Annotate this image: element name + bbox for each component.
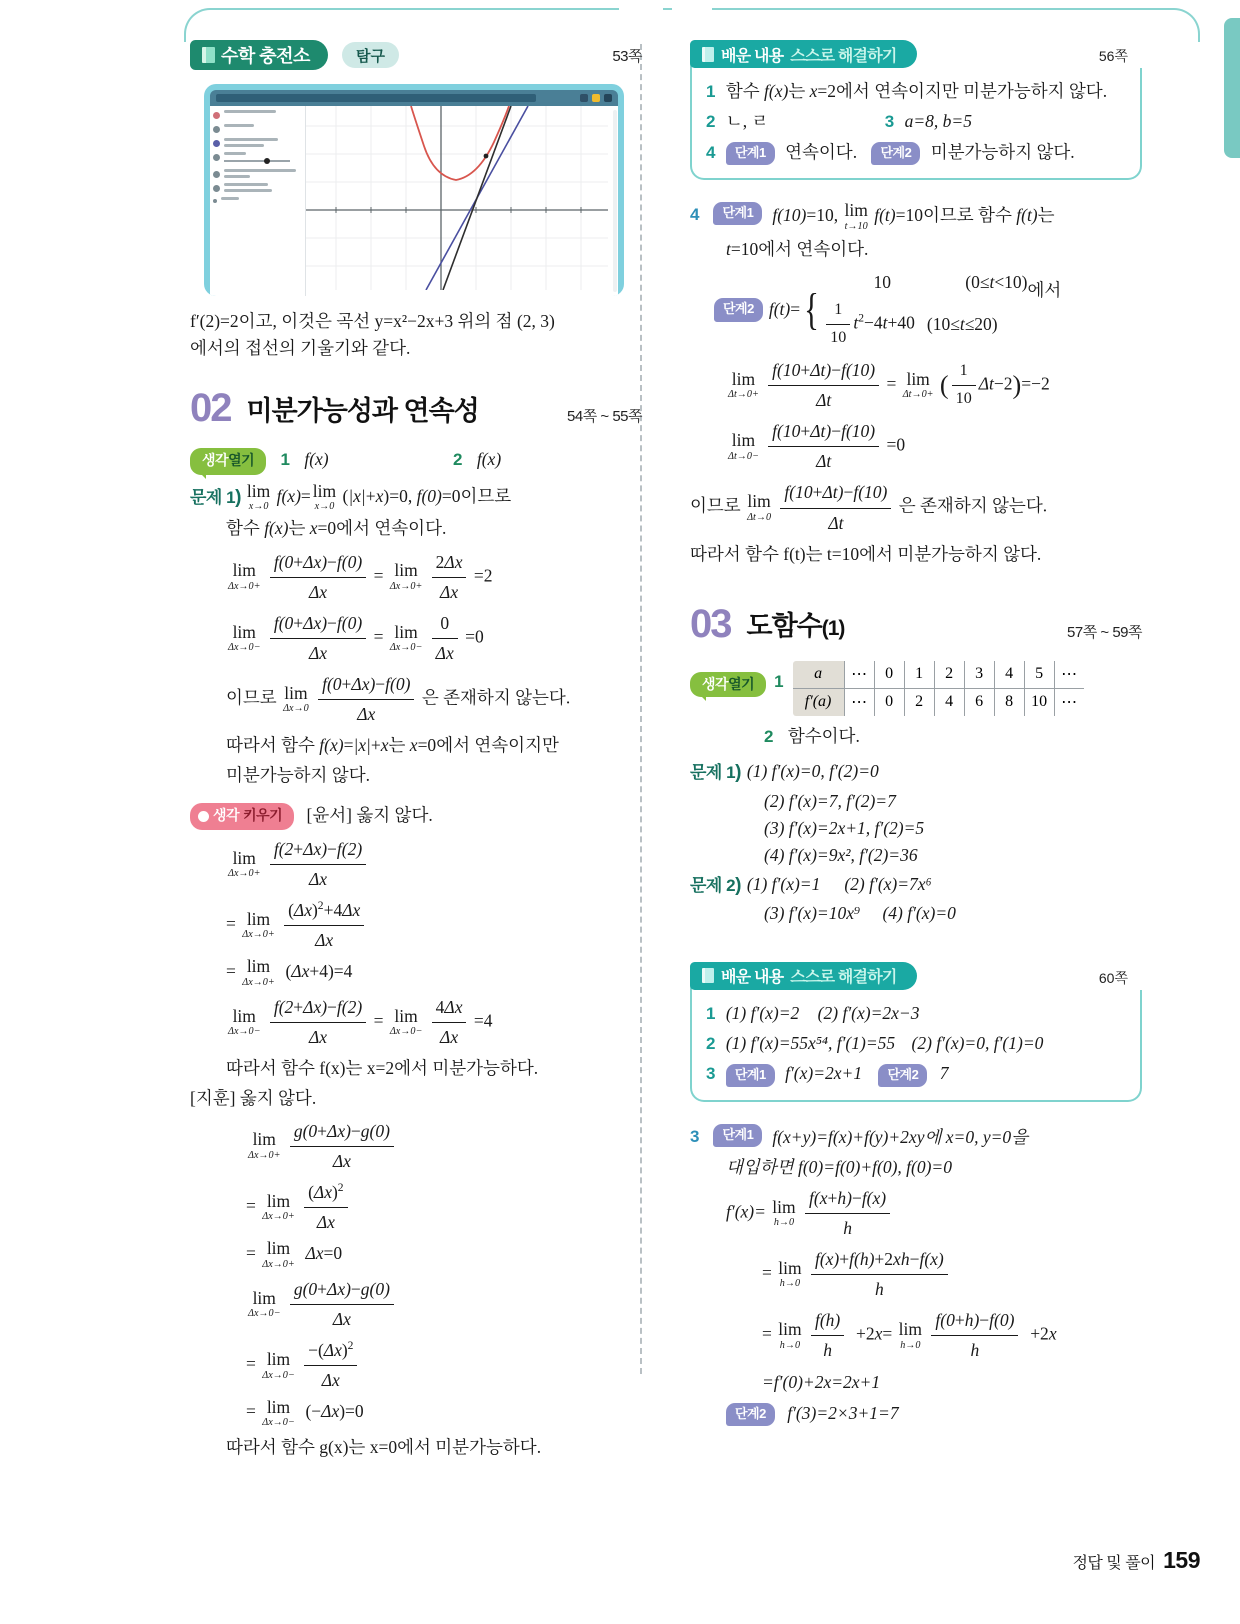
footer-label: 정답 및 풀이 <box>1072 1555 1156 1572</box>
item-text: a=8, b=5 <box>904 111 972 132</box>
expression-item <box>213 138 302 147</box>
item-part-a: (1) f′(x)=55x⁵⁴, f′(1)=55 <box>725 1032 896 1053</box>
expression-text-placeholder <box>224 124 254 127</box>
think-grow-tag-b: 키우기 <box>243 807 283 824</box>
item-text: 함수이다. <box>787 725 860 746</box>
expression-text-placeholder <box>224 183 272 192</box>
problem-1-conclusion-limit: 이므로 lim Δx→0 $\frac{f(0+\Delta x)-f(0)}{\Delta x}$ 은 존재하지 않는다. <box>190 671 642 728</box>
think-open-item-1-answer: f(x) <box>304 449 329 470</box>
item-part-b: (2) f′(x)=2x−3 <box>817 1002 920 1023</box>
window-close-icon <box>604 94 612 102</box>
problem-1-item-2: (2) f′(x)=7, f′(2)=7 <box>764 790 896 811</box>
expression-color-dot <box>213 126 220 133</box>
expression-item <box>213 183 302 192</box>
calculator-graph-canvas <box>306 106 618 296</box>
self-solve-60-item-1 <box>706 1000 1126 1027</box>
step-2-tag: 단계2 <box>726 1403 775 1426</box>
expression-text-placeholder <box>221 197 239 200</box>
problem-1-limit-right: lim Δx→0+ $\frac{f(0+\Delta x)-f(0)}{\Delta x}$ = lim Δx→0+ $\frac{2\Delta x}{\Delta x}$ =2 <box>190 549 642 606</box>
graph-scrollbar[interactable] <box>613 110 617 292</box>
table-row-b <box>792 688 1084 716</box>
self-solve-60-title-b: 스스로 해결하기 <box>790 969 897 987</box>
problem-2-line-2b: (4) f′(x)=0 <box>882 903 956 924</box>
problem-1-line-1: lim x→0 f(x)= lim x→0 (|x|+x)=0, f(0)=0이므로 <box>246 480 512 513</box>
charge-station-explanation <box>190 308 642 362</box>
section-03-problem-1 <box>690 758 1142 869</box>
piecewise-branch-1 <box>823 269 1027 296</box>
derivative-value-table <box>792 660 1085 717</box>
self-solve-60-body <box>690 990 1142 1102</box>
section-03-number: 03 <box>690 601 731 646</box>
chapter-tab <box>1224 18 1240 158</box>
expression-item <box>213 169 302 178</box>
think-open-item-1-number: 1 <box>774 671 784 691</box>
think-open-tag <box>190 448 266 475</box>
solution-4-step1-line1: f(10)=10, lim t→10 f(t)=10이므로 함수 f(t)는 <box>772 200 1055 232</box>
self-solve-60-item-2 <box>706 1030 1126 1057</box>
step-2-tag: 단계2 <box>871 142 920 165</box>
think-grow-tag <box>190 803 294 830</box>
step-2-text: 미분가능하지 않다. <box>930 141 1075 162</box>
expression-color-dot <box>213 112 220 119</box>
section-03-problem-2 <box>690 871 1142 928</box>
explanation-line-2: 에서의 접선의 기울기와 같다. <box>190 338 411 359</box>
section-03-page-ref: 57쪽 ~ 59쪽 <box>1067 623 1142 641</box>
self-solve-60-header <box>690 962 1142 992</box>
branch-2-value: $\frac{1}{10}$ $t^2-4t+40$ <box>823 298 915 351</box>
self-solve-56-body <box>690 68 1142 180</box>
step-2-tag: 단계2 <box>878 1064 927 1087</box>
solution-4-piecewise <box>690 269 1142 351</box>
problem-label: 문제 1) <box>190 486 241 508</box>
section-02-think-open <box>190 446 642 474</box>
item-number: 2 <box>706 1033 716 1053</box>
solution-3-line-3: f′(x)= lim h→0 $\frac{f(x+h)-f(x)}{h}$ <box>690 1185 1142 1242</box>
piecewise-suffix: 에서 <box>1027 279 1062 300</box>
expression-color-dot <box>213 185 220 192</box>
table-cell: 3 <box>964 660 994 688</box>
think-open-tag-b: 열기 <box>228 451 255 468</box>
piecewise-lhs: f(t)= <box>768 299 801 320</box>
problem-label: 문제 2) <box>690 875 741 896</box>
self-solve-56-title-b: 스스로 해결하기 <box>790 47 897 65</box>
footer-page-number: 159 <box>1163 1547 1200 1573</box>
solution-4-step1-line2: t=10에서 연속이다. <box>726 238 869 259</box>
self-solve-56-header <box>690 40 1142 70</box>
solution-3-step-2 <box>690 1400 1142 1427</box>
table-cell: 1 <box>904 660 934 688</box>
solution-3-line-1: f(x+y)=f(x)+f(y)+2xy에 x=0, y=0을 <box>772 1126 1029 1147</box>
branch-2-condition: (10≤t≤20) <box>926 313 998 334</box>
problem-1-line-2: 함수 f(x)는 x=0에서 연속이다. <box>226 518 447 539</box>
step-2-text: 7 <box>939 1063 949 1084</box>
table-cell: 10 <box>1024 688 1054 716</box>
think-open-tag-a: 생각 <box>702 675 729 692</box>
table-cell: 6 <box>964 688 994 716</box>
section-02-page-ref: 54쪽 ~ 55쪽 <box>567 408 642 426</box>
jihun-limit-1: lim Δx→0+ $\frac{g(0+\Delta x)-g(0)}{\Delta x}$ <box>190 1118 642 1175</box>
yunseo-label: [윤서] 옳지 않다. <box>306 804 433 825</box>
problem-2-line-1b: (2) f′(x)=7x⁶ <box>844 874 932 894</box>
table-cell: 0 <box>874 688 904 716</box>
item-number: 1 <box>706 1003 716 1023</box>
self-solve-56-item-2-3 <box>706 108 1126 135</box>
yunseo-limit-1: lim Δx→0+ $\frac{f(2+\Delta x)-f(2)}{\Delta x}$ <box>190 836 642 893</box>
window-maximize-icon <box>592 94 600 102</box>
think-open-item-2-answer: f(x) <box>476 449 502 470</box>
solution-4-number: 4 <box>690 205 700 225</box>
solution-4-eq-left: lim Δt→0− $\frac{f(10+\Delta t)-f(10)}{\Delta t}$ =0 <box>690 418 1142 475</box>
window-minimize-icon <box>580 94 588 102</box>
problem-1-conclusion-b: 미분가능하지 않다. <box>226 765 370 786</box>
self-solve-60-title-a: 배운 내용 <box>721 969 784 987</box>
table-cell: 5 <box>1024 660 1054 688</box>
table-cell: 0 <box>874 660 904 688</box>
step-1-tag: 단계1 <box>713 1124 762 1147</box>
self-solve-56-title-a: 배운 내용 <box>721 47 784 65</box>
page-top-rule <box>184 8 1200 42</box>
table-row-a-header: a <box>792 660 844 688</box>
jihun-limit-4: lim Δx→0− $\frac{g(0+\Delta x)-g(0)}{\Delta x}$ <box>190 1276 642 1333</box>
explore-badge: 탐구 <box>342 42 399 68</box>
charge-station-title: 수학 충전소 <box>221 46 310 66</box>
expression-color-dot <box>213 154 220 161</box>
problem-1-item-3: (3) f′(x)=2x+1, f′(2)=5 <box>764 817 925 838</box>
section-02-think-grow <box>190 802 642 1462</box>
self-solve-60-pill <box>690 962 917 990</box>
section-02-number: 02 <box>190 386 231 431</box>
jihun-limit-5: = lim Δx→0− $\frac{-(\Delta x)^2}{\Delta x}$ <box>190 1337 642 1394</box>
jihun-label: [지훈] 옳지 않다. <box>190 1087 317 1108</box>
solution-3-line-4: = lim h→0 $\frac{f(x)+f(h)+2xh-f(x)}{h}$ <box>690 1246 1142 1303</box>
document-icon <box>702 47 714 62</box>
section-03-header <box>690 601 1142 652</box>
problem-1-limit-left: lim Δx→0− $\frac{f(0+\Delta x)-f(0)}{\Delta x}$ = lim Δx→0− $\frac{0}{\Delta x}$ =0 <box>190 610 642 667</box>
solution-3-number: 3 <box>690 1126 700 1146</box>
jihun-limit-3: = lim Δx→0+ Δx=0 <box>246 1238 343 1270</box>
book-icon <box>202 47 215 63</box>
document-icon <box>702 968 714 983</box>
jihun-result: 따라서 함수 g(x)는 x=0에서 미분가능하다. <box>226 1437 542 1458</box>
self-solve-box-56 <box>690 40 1142 180</box>
self-solve-56-item-4 <box>706 139 1126 166</box>
section-03-think-open <box>690 660 1142 717</box>
graphing-calculator-screenshot <box>204 84 624 296</box>
section-02-problem-1 <box>190 480 642 790</box>
expression-item <box>213 110 302 119</box>
solution-3-line-5: = lim h→0 $\frac{f(h)}{h}$ +2x= lim h→0 $\frac{f(0+h)-f(0)}{h}$ +2x <box>690 1307 1142 1364</box>
item-text: ㄴ, ㄹ <box>725 111 769 132</box>
solution-4 <box>690 202 1142 568</box>
section-03-think-open-item-2 <box>690 723 1142 750</box>
graph-svg <box>306 106 608 290</box>
problem-1-conclusion-a: 따라서 함수 f(x)=|x|+x는 x=0에서 연속이지만 <box>226 735 559 756</box>
branch-1-value: 10 <box>873 271 891 292</box>
table-cell: ⋯ <box>844 660 874 688</box>
think-open-tag-b: 열기 <box>728 675 755 692</box>
page-footer <box>1072 1547 1200 1574</box>
table-cell: 4 <box>994 660 1024 688</box>
item-part-b: (2) f′(x)=0, f′(1)=0 <box>911 1032 1044 1053</box>
step-1-tag: 단계1 <box>726 142 775 165</box>
expression-text-placeholder <box>224 138 278 147</box>
brace-icon: { <box>804 285 820 335</box>
self-solve-box-60 <box>690 962 1142 1102</box>
slider-control <box>224 152 290 164</box>
self-solve-60-page-ref: 60쪽 <box>1098 969 1128 986</box>
table-cell: ⋯ <box>1054 660 1084 688</box>
problem-2-line-1a: (1) f′(x)=1 <box>746 874 821 894</box>
think-open-item-2-number: 2 <box>453 450 463 470</box>
step-1-tag: 단계1 <box>713 202 762 225</box>
calculator-address-field <box>216 94 536 102</box>
expression-text-placeholder <box>224 169 296 178</box>
expression-color-dot <box>213 171 220 178</box>
table-row-a <box>792 660 1084 688</box>
table-cell: 8 <box>994 688 1024 716</box>
step-2-text: f′(3)=2×3+1=7 <box>787 1402 899 1423</box>
solution-4-conclusion: 이므로 lim Δt→0 $\frac{f(10+\Delta t)-f(10)}{\Delta t}$ 은 존재하지 않는다. <box>690 479 1142 536</box>
item-number: 1 <box>706 82 716 101</box>
yunseo-limit-3: = lim Δx→0+ (Δx+4)=4 <box>226 956 353 988</box>
think-open-tag <box>690 672 766 697</box>
table-cell: ⋯ <box>1054 688 1084 716</box>
jihun-limit-6: = lim Δx→0− (−Δx)=0 <box>246 1396 364 1429</box>
section-03-title: 도함수(1) <box>746 611 845 642</box>
self-solve-56-item-1 <box>706 78 1126 105</box>
item-number: 3 <box>884 112 895 132</box>
solution-3-line-6: =f′(0)+2x=2x+1 <box>762 1371 881 1392</box>
self-solve-56-page-ref: 56쪽 <box>1098 48 1128 64</box>
item-number: 3 <box>706 1064 716 1084</box>
self-solve-60-item-3 <box>706 1060 1126 1087</box>
calculator-expression-list <box>210 106 306 296</box>
section-02-title: 미분가능성과 연속성 <box>246 395 479 426</box>
branch-1-condition: (0≤t<10) <box>965 271 1028 292</box>
section-02-header <box>190 388 642 436</box>
item-number: 4 <box>706 142 716 162</box>
table-cell: 4 <box>934 688 964 716</box>
charge-station-page-ref: 53쪽 <box>612 48 642 65</box>
calculator-body <box>210 106 618 296</box>
table-cell: 2 <box>934 660 964 688</box>
right-column <box>690 40 1142 1427</box>
item-number: 2 <box>764 726 774 746</box>
expression-color-dot <box>213 199 217 203</box>
left-column <box>190 40 642 1461</box>
explanation-line-1: f′(2)=2이고, 이것은 곡선 y=x²−2x+3 위의 점 (2, 3) <box>190 311 555 331</box>
piecewise-branches <box>823 269 1027 351</box>
item-number: 2 <box>706 112 716 132</box>
solution-4-final: 따라서 함수 f(t)는 t=10에서 미분가능하지 않다. <box>690 543 1042 564</box>
item-part-a: (1) f′(x)=2 <box>725 1002 800 1023</box>
think-open-tag-a: 생각 <box>202 451 229 468</box>
problem-1-item-1: (1) f′(x)=0, f′(2)=0 <box>746 761 879 782</box>
expression-text-placeholder <box>224 110 276 113</box>
step-1-tag: 단계1 <box>726 1064 775 1087</box>
table-cell: 2 <box>904 688 934 716</box>
step-1-text: 연속이다. <box>785 141 858 162</box>
self-solve-56-pill <box>690 40 917 68</box>
problem-2-line-2a: (3) f′(x)=10x⁹ <box>764 903 861 924</box>
jihun-limit-2: = lim Δx→0+ $\frac{(\Delta x)^2}{\Delta x}$ <box>190 1179 642 1236</box>
solution-4-eq-right: lim Δt→0+ $\frac{f(10+\Delta t)-f(10)}{\Delta t}$ = lim Δt→0+ ( $\frac{1}{10}$ Δt−2)=−2 <box>690 357 1142 414</box>
expression-item <box>213 197 302 203</box>
charge-station-header <box>190 40 642 74</box>
expression-item <box>213 124 302 133</box>
yunseo-result: 따라서 함수 f(x)는 x=2에서 미분가능하다. <box>226 1058 539 1079</box>
think-grow-tag-a: 생각 <box>213 807 240 824</box>
problem-1-item-4: (4) f′(x)=9x², f′(2)=36 <box>764 844 918 865</box>
step-2-tag: 단계2 <box>714 298 763 321</box>
bulb-icon <box>198 811 209 822</box>
think-open-item-1-number: 1 <box>280 450 290 470</box>
table-row-b-header: f′(a) <box>792 688 844 716</box>
expression-color-dot <box>213 140 220 147</box>
problem-label: 문제 1) <box>690 762 741 784</box>
table-cell: ⋯ <box>844 688 874 716</box>
charge-station-pill <box>190 40 328 70</box>
solution-3 <box>690 1124 1142 1427</box>
expression-slider-item <box>213 152 302 164</box>
piecewise-branch-2 <box>823 298 1027 351</box>
calculator-titlebar <box>210 90 618 106</box>
yunseo-limit-4: lim Δx→0− $\frac{f(2+\Delta x)-f(2)}{\Delta x}$ = lim Δx→0− $\frac{4\Delta x}{\Delta x}$ =4 <box>190 994 642 1051</box>
yunseo-limit-2: = lim Δx→0+ $\frac{(\Delta x)^2+4\Delta x}{\Delta x}$ <box>190 897 642 954</box>
step-1-text: f′(x)=2x+1 <box>785 1063 863 1084</box>
item-text: 함수 f(x)는 x=2에서 연속이지만 미분가능하지 않다. <box>725 81 1108 101</box>
solution-3-line-2: 대입하면 f(0)=f(0)+f(0), f(0)=0 <box>726 1156 952 1177</box>
